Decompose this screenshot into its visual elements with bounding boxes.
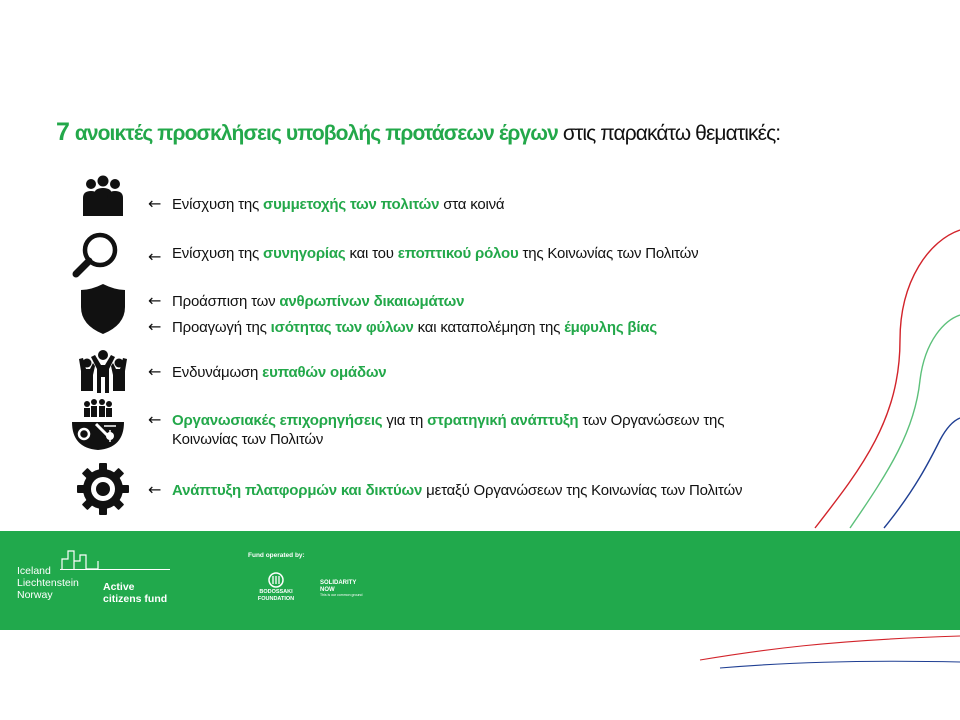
list-item <box>148 292 464 311</box>
curve-blue <box>884 418 960 528</box>
bodossaki-emblem-icon <box>268 572 284 588</box>
arrow-left-icon: ← <box>148 291 162 310</box>
item-text: Ενίσχυση της συνηγορίας και του εποπτικού ρόλου της Κοινωνίας των Πολιτών <box>172 245 699 262</box>
item-text: Οργανωσιακές επιχορηγήσεις για τη στρατηγική ανάπτυξη των Οργανώσεων της Κοινωνίας των Πολιτών <box>172 412 725 448</box>
arrow-left-icon: ← <box>148 362 162 381</box>
donor-countries: Iceland Liechtenstein Norway <box>17 565 79 601</box>
item-text: Προαγωγή της ισότητας των φύλων και καταπολέμηση της έμφυλης βίας <box>172 319 657 336</box>
people-group-icon <box>75 172 131 228</box>
item-text: Προάσπιση των ανθρωπίνων δικαιωμάτων <box>172 293 465 310</box>
bodossaki-foundation-logo: BODOSSAKI FOUNDATION <box>252 572 300 602</box>
gear-icon <box>75 461 131 517</box>
title-number: 7 <box>56 118 70 146</box>
list-item <box>148 195 504 214</box>
solidarity-now-logo: SOLIDARITY NOW This is our common ground <box>320 580 363 597</box>
list-item <box>148 481 742 500</box>
arrow-left-icon: ← <box>148 247 162 266</box>
item-text: Ανάπτυξη πλατφορμών και δικτύων μεταξύ Οργανώσεων της Κοινωνίας των Πολιτών <box>172 482 743 499</box>
shield-icon <box>75 281 131 337</box>
arrow-left-icon: ← <box>148 317 162 336</box>
list-item <box>148 363 386 382</box>
list-item <box>148 244 698 266</box>
list-item <box>148 318 657 337</box>
title-highlight: ανοικτές προσκλήσεις υποβολής προτάσεων έργων <box>74 122 558 145</box>
item-text: Ενίσχυση της συμμετοχής των πολιτών στα κοινά <box>172 196 505 213</box>
page-title <box>56 118 876 147</box>
curve-red <box>815 230 960 528</box>
magnifier-icon <box>68 228 124 284</box>
list-item <box>148 411 724 449</box>
curve-red-low <box>700 636 960 660</box>
curve-green <box>850 315 960 528</box>
footer-banner <box>0 531 960 630</box>
organization-growth-icon <box>70 396 126 452</box>
fund-operated-by-label: Fund operated by: <box>248 552 305 559</box>
arrow-left-icon: ← <box>148 480 162 499</box>
arrow-left-icon: ← <box>148 410 162 429</box>
active-citizens-fund-label: Active citizens fund <box>103 581 168 605</box>
item-text: Ενδυνάμωση ευπαθών ομάδων <box>172 364 387 381</box>
title-rest: στις παρακάτω θεματικές: <box>557 122 781 145</box>
raised-hands-people-icon <box>75 345 131 401</box>
arrow-left-icon: ← <box>148 194 162 213</box>
curve-blue-low <box>720 661 960 668</box>
